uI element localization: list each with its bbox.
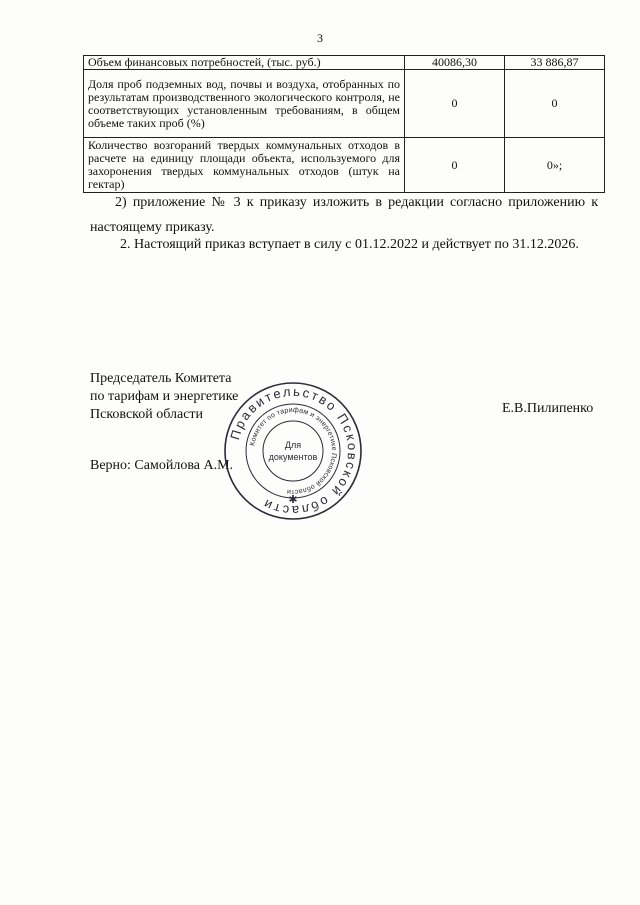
signatory-title-line: Псковской области — [90, 407, 204, 422]
stamp-center-line: Для — [284, 440, 302, 450]
paragraph-appendix-item: 2) приложение № 3 к приказу изложить в редакции согласно приложению к настоящему приказу. — [90, 195, 598, 235]
table-cell-label: Количество возгораний твердых коммунальных отходов в расчете на единицу площади объекта, используемого для захоронения твердых коммунальных отходов (штук на гектар) — [84, 138, 405, 193]
star-icon: ✱ — [288, 494, 298, 506]
stamp-center-line: документов — [268, 452, 318, 462]
signatory-title-line: по тарифам и энергетике — [90, 389, 239, 404]
official-stamp — [222, 380, 364, 522]
signatory-name: Е.В.Пилипенко — [502, 401, 594, 416]
stamp-middle-ring — [246, 404, 340, 498]
table-cell-value: 0 — [505, 70, 605, 138]
table-cell-label: Доля проб подземных вод, почвы и воздуха, отобранных по результатам производственного экологического контроля, не соответствующих установленным требованиям, в общем объеме таких проб (%) — [84, 70, 405, 138]
stamp-outer-text: Правительство Псковской области — [227, 383, 361, 519]
stamp-inner-ring — [263, 421, 323, 481]
table-cell-label: Объем финансовых потребностей, (тыс. руб.) — [84, 56, 405, 70]
table-cell-value: 0 — [405, 70, 505, 138]
table-cell-value: 0 — [405, 138, 505, 193]
table-row — [84, 70, 605, 138]
financial-indicators-table — [83, 55, 605, 193]
stamp-inner-text: Комитет по тарифам и энергетике Псковской области — [249, 406, 338, 496]
table-cell-value: 40086,30 — [405, 56, 505, 70]
table-cell-value: 33 886,87 — [505, 56, 605, 70]
table-cell-value: 0»; — [505, 138, 605, 193]
table-row — [84, 138, 605, 193]
paragraph-effective-date: 2. Настоящий приказ вступает в силу с 01.12.2022 и действует по 31.12.2026. — [120, 237, 579, 252]
signatory-title-line: Председатель Комитета — [90, 371, 232, 386]
table-row — [84, 56, 605, 70]
signatory-title — [90, 370, 238, 424]
certified-copy-note: Верно: Самойлова А.М. — [90, 458, 234, 473]
page-number: 3 — [317, 31, 323, 45]
